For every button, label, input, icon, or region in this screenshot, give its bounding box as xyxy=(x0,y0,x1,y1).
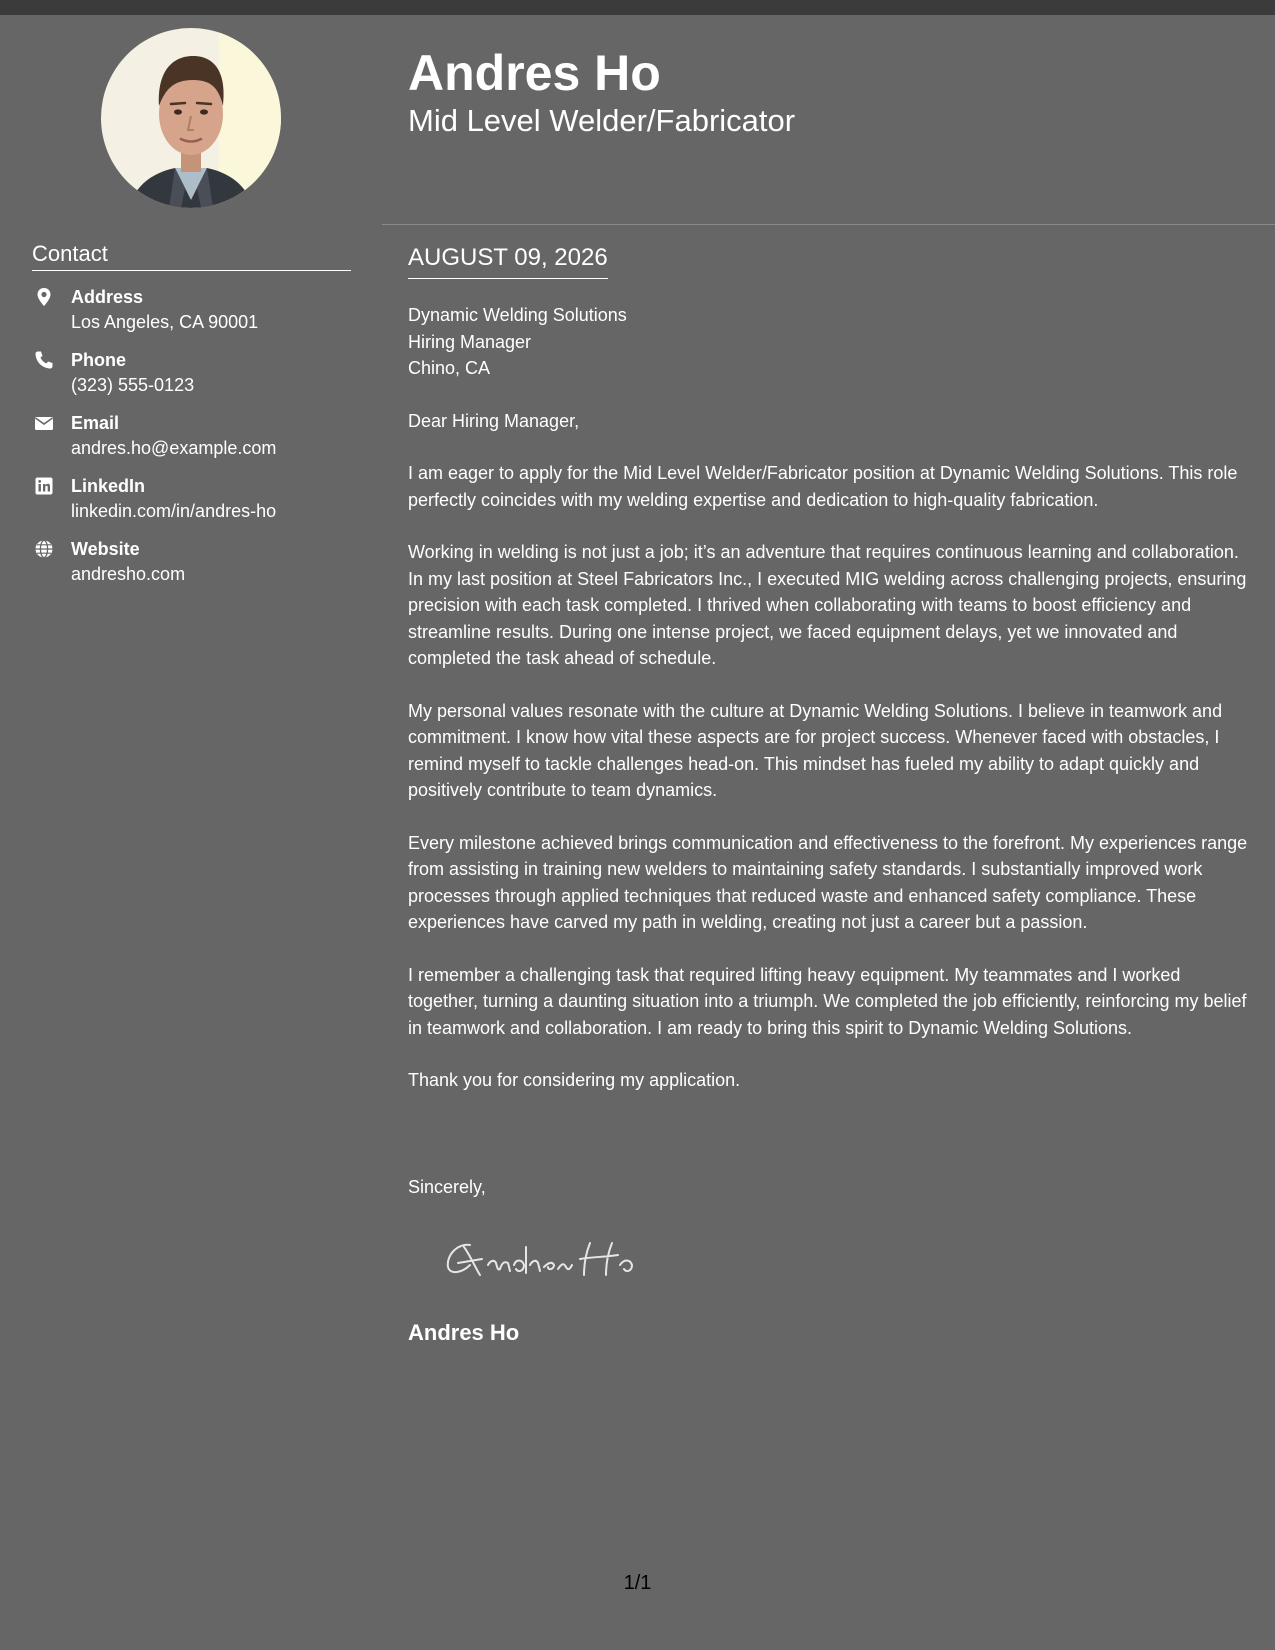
contact-label: Phone xyxy=(71,350,127,370)
contact-value: linkedin.com/in/andres-ho xyxy=(71,501,277,521)
envelope-icon xyxy=(34,413,54,433)
contact-list xyxy=(32,285,362,600)
header-divider xyxy=(382,224,1275,225)
letter-body xyxy=(408,302,1253,1094)
letter-date: AUGUST 09, 2026 xyxy=(408,243,608,279)
paragraph: I remember a challenging task that required lifting heavy equipment. My teammates and I worked together, turning a daunting situation into a triumph. We completed the job efficiently, reinforcing my belief in teamwork and collaboration. I am ready to bring this spirit to Dynamic Welding Solutions. xyxy=(408,964,1247,1038)
sidebar xyxy=(0,15,382,1650)
recipient-block xyxy=(408,302,1253,382)
contact-item-email xyxy=(32,411,362,474)
paragraph: Every milestone achieved brings communication and effectiveness to the forefront. My experiences range from assisting in training new welders to maintaining safety standards. I substantially improved work processes through applied techniques that reduced waste and enhanced safety compliance. These experiences have carved my path in welding, creating not just a career but a passion. xyxy=(408,832,1248,932)
contact-label: Website xyxy=(71,539,140,559)
applicant-title: Mid Level Welder/Fabricator xyxy=(408,103,796,138)
contact-label: Email xyxy=(71,413,120,433)
paragraph: Working in welding is not just a job; it’s an adventure that requires continuous learning and collaboration. In my last position at Steel Fabricators Inc., I executed MIG welding across challenging projects, ensuring precision with each task completed. I thrived when collaborating with teams to boost efficiency and streamline results. During one intense project, we faced equipment delays, yet we innovated and completed the task ahead of schedule. xyxy=(408,542,1247,668)
contact-value: andres.ho@example.com xyxy=(71,438,277,458)
paragraph: My personal values resonate with the culture at Dynamic Welding Solutions. I believe in teamwork and commitment. I know how vital these aspects are for project success. Whenever faced with obstacles, I remind myself to tackle challenges head-on. This mindset has fueled my ability to adapt quickly and positively contribute to team dynamics. xyxy=(408,700,1223,800)
paragraph: Thank you for considering my application. xyxy=(408,1070,741,1090)
page-number: 1/1 xyxy=(623,1572,652,1594)
contact-heading: Contact xyxy=(32,240,351,271)
salutation: Dear Hiring Manager, xyxy=(408,410,580,431)
closing: Sincerely, xyxy=(408,1177,486,1197)
signer-name: Andres Ho xyxy=(408,1320,520,1345)
contact-value: (323) 555-0123 xyxy=(71,375,195,395)
phone-icon xyxy=(34,350,54,370)
contact-item-website xyxy=(32,537,362,600)
contact-item-linkedin xyxy=(32,474,362,537)
globe-icon xyxy=(34,539,54,559)
recipient-role: Hiring Manager xyxy=(408,331,532,352)
top-bar xyxy=(0,0,1275,15)
map-pin-icon xyxy=(34,287,54,307)
contact-item-address xyxy=(32,285,362,348)
contact-value: Los Angeles, CA 90001 xyxy=(71,312,259,332)
handwritten-signature xyxy=(440,1235,650,1283)
recipient-location: Chino, CA xyxy=(408,358,491,378)
profile-photo xyxy=(101,28,281,208)
recipient-company: Dynamic Welding Solutions xyxy=(408,305,627,325)
contact-label: LinkedIn xyxy=(71,476,146,496)
applicant-name: Andres Ho xyxy=(408,45,661,101)
paragraph: I am eager to apply for the Mid Level Welder/Fabricator position at Dynamic Welding Solutions. This role perfectly coincides with my welding expertise and dedication to high-quality fabrication. xyxy=(408,463,1238,510)
contact-value: andresho.com xyxy=(71,564,186,584)
contact-item-phone xyxy=(32,348,362,411)
linkedin-icon xyxy=(34,476,54,496)
contact-label: Address xyxy=(71,287,144,307)
